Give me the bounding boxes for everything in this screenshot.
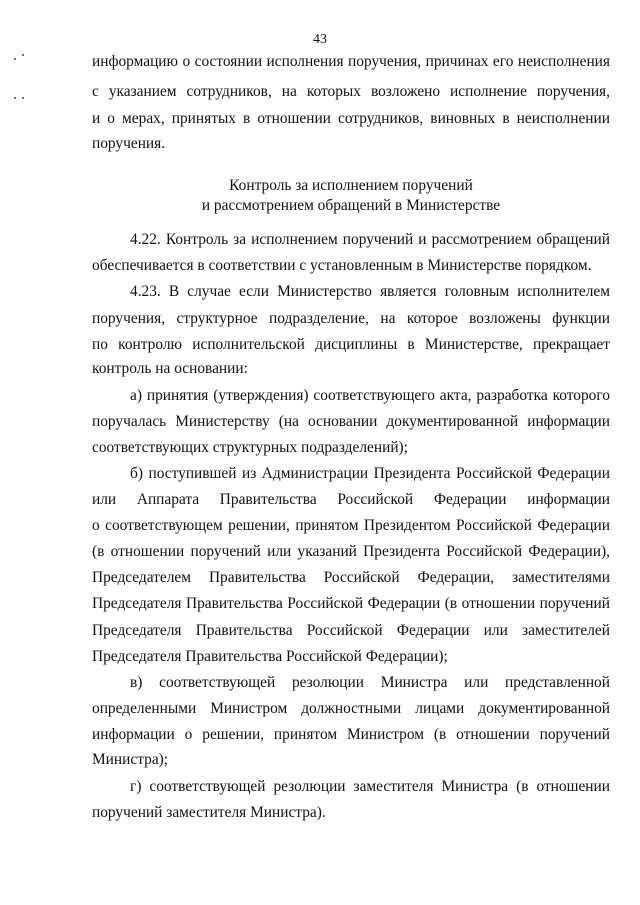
paragraph-line: обеспечивается в соответствии с установленным в Министерстве порядком. xyxy=(92,257,592,274)
paragraph-line: поручения. xyxy=(92,135,166,152)
paragraph-line: с указанием сотрудников, на которых возложено исполнение поручения, xyxy=(92,83,610,100)
paragraph-line: в) соответствующей резолюции Министра или представленной xyxy=(130,674,610,691)
scan-artifact-dots xyxy=(14,58,24,60)
paragraph-line: Председателя Правительства Российской Федерации (в отношении поручений xyxy=(92,595,610,612)
page-number: 43 xyxy=(313,32,327,47)
paragraph-line: (в отношении поручений или указаний Президента Российской Федерации), xyxy=(92,543,610,560)
paragraph-line: о соответствующем решении, принятом Президентом Российской Федерации xyxy=(92,517,610,534)
paragraph-line: Председателем Правительства Российской Федерации, заместителями xyxy=(92,569,610,586)
paragraph-line: Председателя Правительства Российской Федерации или заместителей xyxy=(92,622,610,639)
paragraph-line: и о мерах, принятых в отношении сотрудников, виновных в неисполнении xyxy=(92,110,610,127)
paragraph-line: поручений заместителя Министра). xyxy=(92,804,326,821)
paragraph-line: Министра); xyxy=(92,751,169,768)
section-heading-line: Контроль за исполнением поручений xyxy=(229,177,473,194)
paragraph-line: определенными Министром должностными лицами документированной xyxy=(92,700,610,717)
paragraph-line: или Аппарата Правительства Российской Федерации информации xyxy=(92,491,610,508)
paragraph-line: 4.22. Контроль за исполнением поручений и рассмотрением обращений xyxy=(130,231,610,248)
paragraph-line: по контролю исполнительской дисциплины в Министерстве, прекращает xyxy=(92,336,610,353)
paragraph-line: б) поступившей из Администрации Президента Российской Федерации xyxy=(130,465,610,482)
paragraph-line: информацию о состоянии исполнения поручения, причинах его неисполнения xyxy=(92,53,610,70)
paragraph-line: контроль на основании: xyxy=(92,360,248,377)
paragraph-line: а) принятия (утверждения) соответствующего акта, разработка которого xyxy=(130,387,610,404)
paragraph-line: соответствующих структурных подразделений); xyxy=(92,439,408,456)
section-heading-line: и рассмотрением обращений в Министерстве xyxy=(201,197,501,214)
paragraph-line: поручалась Министерству (на основании документированной информации xyxy=(92,413,610,430)
paragraph-line: Председателя Правительства Российской Федерации); xyxy=(92,648,448,665)
scan-artifact-dots xyxy=(14,97,24,99)
paragraph-line: информации о решении, принятом Министром (в отношении поручений xyxy=(92,726,610,743)
paragraph-line: 4.23. В случае если Министерство является головным исполнителем xyxy=(130,283,610,300)
paragraph-line: г) соответствующей резолюции заместителя Министра (в отношении xyxy=(130,778,610,795)
paragraph-line: поручения, структурное подразделение, на которое возложены функции xyxy=(92,310,610,327)
